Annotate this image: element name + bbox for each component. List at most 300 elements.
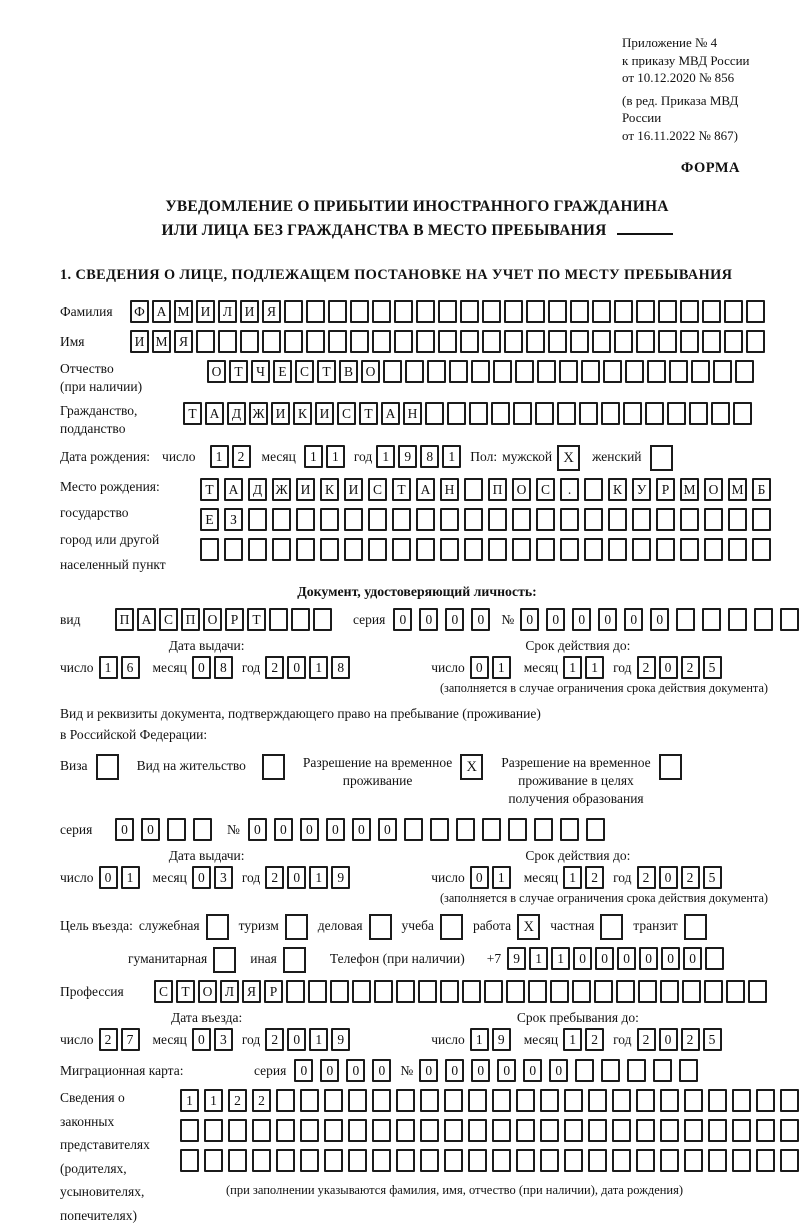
char-cell[interactable] xyxy=(204,1149,223,1172)
char-cell[interactable] xyxy=(291,608,310,631)
char-cell[interactable] xyxy=(468,1149,487,1172)
doc-series-input[interactable] xyxy=(393,608,497,631)
char-cell[interactable] xyxy=(262,330,281,353)
char-cell[interactable] xyxy=(752,538,771,561)
stay-issue-month-input[interactable] xyxy=(192,866,236,889)
char-cell[interactable] xyxy=(324,1119,343,1142)
char-cell[interactable] xyxy=(396,1119,415,1142)
char-cell[interactable]: 1 xyxy=(309,866,328,889)
char-cell[interactable] xyxy=(711,402,730,425)
char-cell[interactable] xyxy=(625,360,644,383)
char-cell[interactable] xyxy=(296,538,315,561)
char-cell[interactable] xyxy=(348,1149,367,1172)
char-cell[interactable]: 2 xyxy=(637,866,656,889)
char-cell[interactable] xyxy=(482,330,501,353)
char-cell[interactable]: 0 xyxy=(192,866,211,889)
stay-expiry-year-input[interactable] xyxy=(637,866,725,889)
char-cell[interactable] xyxy=(536,508,555,531)
char-cell[interactable] xyxy=(732,1119,751,1142)
char-cell[interactable]: . xyxy=(560,478,579,501)
char-cell[interactable]: И xyxy=(344,478,363,501)
char-cell[interactable] xyxy=(780,608,799,631)
char-cell[interactable] xyxy=(564,1149,583,1172)
char-cell[interactable] xyxy=(416,300,435,323)
char-cell[interactable] xyxy=(540,1119,559,1142)
char-cell[interactable]: А xyxy=(224,478,243,501)
char-cell[interactable] xyxy=(372,1119,391,1142)
char-cell[interactable] xyxy=(464,508,483,531)
char-cell[interactable] xyxy=(488,508,507,531)
char-cell[interactable]: И xyxy=(315,402,334,425)
char-cell[interactable] xyxy=(330,980,349,1003)
char-cell[interactable] xyxy=(425,402,444,425)
char-cell[interactable] xyxy=(313,608,332,631)
char-cell[interactable] xyxy=(588,1149,607,1172)
char-cell[interactable]: В xyxy=(339,360,358,383)
char-cell[interactable]: 3 xyxy=(214,1028,233,1051)
char-cell[interactable] xyxy=(780,1089,799,1112)
char-cell[interactable] xyxy=(328,300,347,323)
char-cell[interactable] xyxy=(515,360,534,383)
char-cell[interactable] xyxy=(456,818,475,841)
char-cell[interactable]: С xyxy=(337,402,356,425)
char-cell[interactable] xyxy=(396,980,415,1003)
char-cell[interactable] xyxy=(348,1119,367,1142)
char-cell[interactable] xyxy=(746,330,765,353)
char-cell[interactable] xyxy=(616,980,635,1003)
given-name-input[interactable] xyxy=(130,330,768,353)
purpose-work-checkbox[interactable]: X xyxy=(517,914,540,940)
char-cell[interactable] xyxy=(420,1089,439,1112)
char-cell[interactable] xyxy=(726,980,745,1003)
char-cell[interactable]: П xyxy=(488,478,507,501)
char-cell[interactable]: Н xyxy=(403,402,422,425)
char-cell[interactable] xyxy=(608,508,627,531)
char-cell[interactable]: 0 xyxy=(419,1059,438,1082)
char-cell[interactable] xyxy=(526,300,545,323)
char-cell[interactable]: Д xyxy=(227,402,246,425)
char-cell[interactable] xyxy=(653,1059,672,1082)
char-cell[interactable] xyxy=(286,980,305,1003)
issue-day-input[interactable] xyxy=(99,656,143,679)
char-cell[interactable] xyxy=(636,1149,655,1172)
char-cell[interactable] xyxy=(705,947,724,970)
char-cell[interactable]: О xyxy=(207,360,226,383)
char-cell[interactable] xyxy=(444,1149,463,1172)
stay-number-input[interactable] xyxy=(248,818,612,841)
char-cell[interactable]: П xyxy=(181,608,200,631)
char-cell[interactable]: 2 xyxy=(585,1028,604,1051)
char-cell[interactable]: Л xyxy=(220,980,239,1003)
char-cell[interactable]: 8 xyxy=(214,656,233,679)
char-cell[interactable] xyxy=(603,360,622,383)
char-cell[interactable]: 1 xyxy=(442,445,461,468)
char-cell[interactable] xyxy=(658,330,677,353)
char-cell[interactable] xyxy=(447,402,466,425)
char-cell[interactable]: 0 xyxy=(659,866,678,889)
char-cell[interactable]: Р xyxy=(264,980,283,1003)
char-cell[interactable]: Я xyxy=(242,980,261,1003)
char-cell[interactable] xyxy=(684,1119,703,1142)
char-cell[interactable] xyxy=(702,300,721,323)
char-cell[interactable]: Т xyxy=(317,360,336,383)
char-cell[interactable] xyxy=(482,818,501,841)
char-cell[interactable] xyxy=(200,538,219,561)
char-cell[interactable]: 0 xyxy=(248,818,267,841)
char-cell[interactable]: 7 xyxy=(121,1028,140,1051)
char-cell[interactable] xyxy=(627,1059,646,1082)
char-cell[interactable]: У xyxy=(632,478,651,501)
char-cell[interactable] xyxy=(667,402,686,425)
char-cell[interactable] xyxy=(344,508,363,531)
char-cell[interactable]: 2 xyxy=(265,1028,284,1051)
char-cell[interactable] xyxy=(680,330,699,353)
char-cell[interactable]: 0 xyxy=(445,1059,464,1082)
char-cell[interactable] xyxy=(526,330,545,353)
char-cell[interactable] xyxy=(691,360,710,383)
char-cell[interactable] xyxy=(680,538,699,561)
char-cell[interactable] xyxy=(732,1089,751,1112)
expiry-day-input[interactable] xyxy=(470,656,514,679)
char-cell[interactable] xyxy=(468,1089,487,1112)
char-cell[interactable] xyxy=(492,1089,511,1112)
char-cell[interactable] xyxy=(612,1149,631,1172)
char-cell[interactable] xyxy=(248,538,267,561)
representatives-row3[interactable] xyxy=(180,1149,800,1172)
migration-number-input[interactable] xyxy=(419,1059,705,1082)
char-cell[interactable] xyxy=(612,1089,631,1112)
char-cell[interactable] xyxy=(594,980,613,1003)
char-cell[interactable] xyxy=(564,1119,583,1142)
char-cell[interactable]: М xyxy=(152,330,171,353)
char-cell[interactable] xyxy=(405,360,424,383)
char-cell[interactable]: 9 xyxy=(398,445,417,468)
char-cell[interactable] xyxy=(636,330,655,353)
char-cell[interactable] xyxy=(460,300,479,323)
char-cell[interactable]: 1 xyxy=(121,866,140,889)
char-cell[interactable] xyxy=(508,818,527,841)
char-cell[interactable]: 1 xyxy=(210,445,229,468)
char-cell[interactable] xyxy=(228,1149,247,1172)
char-cell[interactable] xyxy=(372,330,391,353)
char-cell[interactable] xyxy=(512,538,531,561)
char-cell[interactable]: Я xyxy=(262,300,281,323)
char-cell[interactable]: 0 xyxy=(683,947,702,970)
char-cell[interactable] xyxy=(444,1119,463,1142)
char-cell[interactable] xyxy=(269,608,288,631)
char-cell[interactable] xyxy=(656,508,675,531)
char-cell[interactable] xyxy=(588,1089,607,1112)
char-cell[interactable]: Т xyxy=(359,402,378,425)
char-cell[interactable]: А xyxy=(152,300,171,323)
gender-male-checkbox[interactable]: X xyxy=(557,445,580,471)
char-cell[interactable]: 1 xyxy=(529,947,548,970)
char-cell[interactable]: 0 xyxy=(287,1028,306,1051)
char-cell[interactable] xyxy=(324,1149,343,1172)
char-cell[interactable]: Б xyxy=(752,478,771,501)
char-cell[interactable] xyxy=(612,1119,631,1142)
char-cell[interactable] xyxy=(608,538,627,561)
purpose-tourism-checkbox[interactable] xyxy=(285,914,308,940)
char-cell[interactable] xyxy=(240,330,259,353)
char-cell[interactable]: Т xyxy=(200,478,219,501)
char-cell[interactable] xyxy=(372,300,391,323)
char-cell[interactable]: Т xyxy=(183,402,202,425)
char-cell[interactable] xyxy=(350,300,369,323)
char-cell[interactable] xyxy=(564,1089,583,1112)
char-cell[interactable]: 2 xyxy=(637,1028,656,1051)
stay-issue-day-input[interactable] xyxy=(99,866,143,889)
char-cell[interactable] xyxy=(656,538,675,561)
purpose-other-checkbox[interactable] xyxy=(283,947,306,973)
char-cell[interactable] xyxy=(570,300,589,323)
char-cell[interactable]: Т xyxy=(392,478,411,501)
char-cell[interactable] xyxy=(713,360,732,383)
char-cell[interactable]: 2 xyxy=(681,656,700,679)
char-cell[interactable] xyxy=(493,360,512,383)
char-cell[interactable] xyxy=(676,608,695,631)
char-cell[interactable] xyxy=(632,538,651,561)
char-cell[interactable]: 2 xyxy=(99,1028,118,1051)
stay-until-year-input[interactable] xyxy=(637,1028,725,1051)
char-cell[interactable] xyxy=(418,980,437,1003)
stay-issue-year-input[interactable] xyxy=(265,866,353,889)
char-cell[interactable] xyxy=(372,1089,391,1112)
char-cell[interactable] xyxy=(306,300,325,323)
char-cell[interactable] xyxy=(636,300,655,323)
char-cell[interactable] xyxy=(647,360,666,383)
char-cell[interactable]: 1 xyxy=(492,656,511,679)
char-cell[interactable]: 0 xyxy=(661,947,680,970)
char-cell[interactable] xyxy=(732,1149,751,1172)
char-cell[interactable] xyxy=(704,508,723,531)
char-cell[interactable]: И xyxy=(196,300,215,323)
char-cell[interactable]: И xyxy=(240,300,259,323)
migration-series-input[interactable] xyxy=(294,1059,398,1082)
char-cell[interactable]: Е xyxy=(273,360,292,383)
char-cell[interactable] xyxy=(320,508,339,531)
char-cell[interactable] xyxy=(513,402,532,425)
char-cell[interactable] xyxy=(504,300,523,323)
char-cell[interactable] xyxy=(754,608,773,631)
char-cell[interactable]: К xyxy=(293,402,312,425)
char-cell[interactable] xyxy=(396,1149,415,1172)
char-cell[interactable] xyxy=(284,300,303,323)
char-cell[interactable] xyxy=(756,1089,775,1112)
char-cell[interactable]: 0 xyxy=(192,656,211,679)
char-cell[interactable]: А xyxy=(416,478,435,501)
char-cell[interactable] xyxy=(394,330,413,353)
char-cell[interactable] xyxy=(512,508,531,531)
representatives-row2[interactable] xyxy=(180,1119,800,1142)
char-cell[interactable]: 9 xyxy=(331,1028,350,1051)
char-cell[interactable] xyxy=(469,402,488,425)
char-cell[interactable]: 0 xyxy=(326,818,345,841)
char-cell[interactable] xyxy=(284,330,303,353)
doc-kind-input[interactable] xyxy=(115,608,335,631)
purpose-commercial-checkbox[interactable] xyxy=(369,914,392,940)
char-cell[interactable] xyxy=(575,1059,594,1082)
char-cell[interactable] xyxy=(272,508,291,531)
char-cell[interactable] xyxy=(404,818,423,841)
char-cell[interactable] xyxy=(579,402,598,425)
char-cell[interactable] xyxy=(708,1149,727,1172)
char-cell[interactable]: Ж xyxy=(249,402,268,425)
issue-year-input[interactable] xyxy=(265,656,353,679)
char-cell[interactable]: 1 xyxy=(309,1028,328,1051)
char-cell[interactable]: И xyxy=(271,402,290,425)
char-cell[interactable] xyxy=(660,1149,679,1172)
char-cell[interactable]: М xyxy=(728,478,747,501)
char-cell[interactable] xyxy=(636,1119,655,1142)
char-cell[interactable]: К xyxy=(608,478,627,501)
char-cell[interactable]: 2 xyxy=(232,445,251,468)
char-cell[interactable] xyxy=(724,330,743,353)
char-cell[interactable]: Я xyxy=(174,330,193,353)
visa-checkbox[interactable] xyxy=(96,754,119,780)
char-cell[interactable]: 6 xyxy=(121,656,140,679)
char-cell[interactable]: З xyxy=(224,508,243,531)
stay-expiry-day-input[interactable] xyxy=(470,866,514,889)
char-cell[interactable]: 0 xyxy=(192,1028,211,1051)
char-cell[interactable] xyxy=(660,1089,679,1112)
char-cell[interactable] xyxy=(748,980,767,1003)
char-cell[interactable] xyxy=(756,1149,775,1172)
char-cell[interactable] xyxy=(416,330,435,353)
char-cell[interactable]: 0 xyxy=(639,947,658,970)
doc-number-input[interactable] xyxy=(520,608,800,631)
char-cell[interactable] xyxy=(614,330,633,353)
char-cell[interactable] xyxy=(276,1149,295,1172)
char-cell[interactable] xyxy=(276,1119,295,1142)
char-cell[interactable] xyxy=(702,330,721,353)
char-cell[interactable] xyxy=(344,538,363,561)
char-cell[interactable]: А xyxy=(381,402,400,425)
char-cell[interactable] xyxy=(601,402,620,425)
char-cell[interactable] xyxy=(684,1149,703,1172)
char-cell[interactable]: Ф xyxy=(130,300,149,323)
birth-place-row2[interactable] xyxy=(200,508,776,531)
char-cell[interactable] xyxy=(224,538,243,561)
char-cell[interactable] xyxy=(516,1149,535,1172)
char-cell[interactable] xyxy=(438,330,457,353)
char-cell[interactable] xyxy=(396,1089,415,1112)
char-cell[interactable]: 9 xyxy=(507,947,526,970)
char-cell[interactable] xyxy=(392,538,411,561)
char-cell[interactable] xyxy=(352,980,371,1003)
char-cell[interactable]: 2 xyxy=(681,1028,700,1051)
char-cell[interactable]: 1 xyxy=(326,445,345,468)
char-cell[interactable]: 5 xyxy=(703,1028,722,1051)
char-cell[interactable] xyxy=(684,1089,703,1112)
char-cell[interactable] xyxy=(296,508,315,531)
char-cell[interactable]: 0 xyxy=(650,608,669,631)
char-cell[interactable] xyxy=(300,1149,319,1172)
char-cell[interactable]: 0 xyxy=(497,1059,516,1082)
char-cell[interactable] xyxy=(601,1059,620,1082)
char-cell[interactable]: Т xyxy=(176,980,195,1003)
char-cell[interactable]: 0 xyxy=(346,1059,365,1082)
char-cell[interactable] xyxy=(614,300,633,323)
char-cell[interactable] xyxy=(440,980,459,1003)
char-cell[interactable] xyxy=(559,360,578,383)
char-cell[interactable] xyxy=(276,1089,295,1112)
char-cell[interactable]: Л xyxy=(218,300,237,323)
char-cell[interactable]: 0 xyxy=(115,818,134,841)
char-cell[interactable] xyxy=(660,1119,679,1142)
char-cell[interactable]: М xyxy=(174,300,193,323)
birth-day-input[interactable] xyxy=(210,445,254,468)
char-cell[interactable] xyxy=(733,402,752,425)
char-cell[interactable] xyxy=(464,538,483,561)
char-cell[interactable]: А xyxy=(137,608,156,631)
char-cell[interactable] xyxy=(682,980,701,1003)
char-cell[interactable] xyxy=(752,508,771,531)
char-cell[interactable] xyxy=(756,1119,775,1142)
char-cell[interactable] xyxy=(586,818,605,841)
char-cell[interactable]: 0 xyxy=(573,947,592,970)
birth-place-row1[interactable] xyxy=(200,478,776,501)
char-cell[interactable] xyxy=(506,980,525,1003)
char-cell[interactable] xyxy=(584,508,603,531)
stay-expiry-month-input[interactable] xyxy=(563,866,607,889)
char-cell[interactable] xyxy=(560,508,579,531)
phone-input[interactable] xyxy=(507,947,727,970)
char-cell[interactable] xyxy=(680,300,699,323)
char-cell[interactable]: 2 xyxy=(585,866,604,889)
purpose-private-checkbox[interactable] xyxy=(600,914,623,940)
char-cell[interactable] xyxy=(416,538,435,561)
char-cell[interactable] xyxy=(444,1089,463,1112)
char-cell[interactable]: 1 xyxy=(309,656,328,679)
char-cell[interactable]: 1 xyxy=(492,866,511,889)
char-cell[interactable]: С xyxy=(159,608,178,631)
char-cell[interactable]: 1 xyxy=(99,656,118,679)
char-cell[interactable]: 2 xyxy=(681,866,700,889)
char-cell[interactable]: Д xyxy=(248,478,267,501)
entry-year-input[interactable] xyxy=(265,1028,353,1051)
purpose-business-checkbox[interactable] xyxy=(206,914,229,940)
char-cell[interactable] xyxy=(689,402,708,425)
char-cell[interactable]: 1 xyxy=(551,947,570,970)
char-cell[interactable] xyxy=(557,402,576,425)
residence-permit-checkbox[interactable] xyxy=(262,754,285,780)
char-cell[interactable]: 0 xyxy=(445,608,464,631)
char-cell[interactable]: 0 xyxy=(287,656,306,679)
char-cell[interactable] xyxy=(534,818,553,841)
char-cell[interactable] xyxy=(300,1119,319,1142)
purpose-transit-checkbox[interactable] xyxy=(684,914,707,940)
char-cell[interactable]: 0 xyxy=(372,1059,391,1082)
char-cell[interactable] xyxy=(537,360,556,383)
char-cell[interactable]: 1 xyxy=(563,656,582,679)
char-cell[interactable]: Е xyxy=(200,508,219,531)
char-cell[interactable] xyxy=(193,818,212,841)
char-cell[interactable] xyxy=(746,300,765,323)
char-cell[interactable] xyxy=(592,300,611,323)
char-cell[interactable] xyxy=(328,330,347,353)
char-cell[interactable]: 0 xyxy=(546,608,565,631)
char-cell[interactable]: 9 xyxy=(331,866,350,889)
stay-until-day-input[interactable] xyxy=(470,1028,514,1051)
char-cell[interactable]: 0 xyxy=(320,1059,339,1082)
char-cell[interactable] xyxy=(560,538,579,561)
char-cell[interactable] xyxy=(488,538,507,561)
char-cell[interactable]: 1 xyxy=(563,1028,582,1051)
char-cell[interactable]: 2 xyxy=(252,1089,271,1112)
char-cell[interactable] xyxy=(728,608,747,631)
char-cell[interactable]: 0 xyxy=(393,608,412,631)
